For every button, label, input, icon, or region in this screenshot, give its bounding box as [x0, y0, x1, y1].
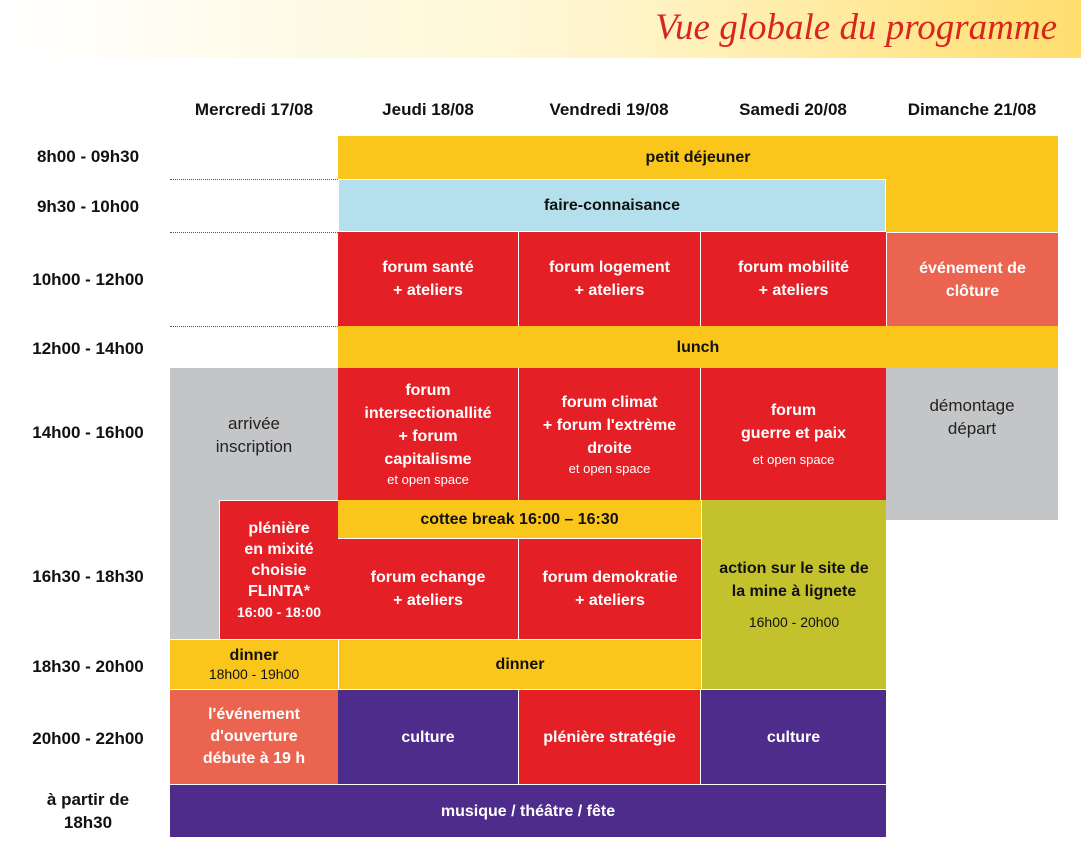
event-forum-sante [338, 232, 519, 326]
event-sublabel: et open space [568, 460, 651, 476]
event-sublabel: et open space [387, 472, 469, 487]
event-forum-demokratie [519, 539, 701, 639]
event-label: + forum l'extrème [542, 416, 677, 434]
time-label-0800: 8h00 - 09h30 [36, 147, 140, 166]
event-faire-connaissance [338, 179, 886, 232]
event-lunch [338, 326, 1058, 368]
event-label: plénière stratégie [543, 728, 676, 746]
event-label: petit déjeuner [645, 149, 751, 166]
event-label: FLINTA* [248, 582, 310, 600]
day-header-sunday: Dimanche 21/08 [907, 100, 1037, 119]
event-label: + ateliers [574, 282, 645, 299]
event-label: événement de [919, 259, 1026, 277]
time-label-1630: 16h30 - 18h30 [32, 567, 144, 586]
event-cloture [886, 232, 1058, 326]
event-label: cottee break 16:00 – 16:30 [420, 510, 619, 528]
event-label: faire-connaisance [543, 197, 681, 214]
event-label: forum mobilité [737, 259, 850, 276]
time-label-1830: 18h30 - 20h00 [32, 657, 144, 676]
event-label: l'événement [208, 706, 300, 723]
event-label: forum demokratie [542, 569, 678, 586]
event-label: + ateliers [758, 282, 829, 299]
time-label-1000: 10h00 - 12h00 [32, 270, 144, 289]
event-pleniere-strategie [519, 689, 701, 784]
event-forum-intersectionalite [338, 368, 519, 500]
event-label: lunch [676, 338, 720, 356]
event-label: guerre et paix [741, 425, 846, 442]
event-label: + ateliers [575, 592, 645, 609]
event-label: + ateliers [393, 282, 463, 299]
event-label: plénière [248, 519, 310, 537]
event-label: musique / théâtre / fête [440, 802, 616, 820]
event-demontage [886, 368, 1058, 520]
event-label: départ [947, 419, 997, 438]
event-ouverture [170, 689, 338, 784]
event-label: d'ouverture [210, 728, 298, 745]
event-label: action sur le site de [719, 560, 869, 577]
time-label-0930: 9h30 - 10h00 [36, 197, 140, 216]
event-action-mine [701, 500, 886, 689]
separator [170, 326, 338, 327]
event-time: 16h00 - 20h00 [748, 614, 840, 630]
header-banner [0, 0, 1081, 58]
event-forum-climat [519, 368, 701, 500]
time-label-1200: 12h00 - 14h00 [32, 339, 144, 358]
day-header-friday: Vendredi 19/08 [549, 100, 669, 119]
event-forum-logement [519, 232, 701, 326]
event-label: dinner [495, 656, 545, 673]
event-time: 18h00 - 19h00 [208, 665, 300, 682]
event-label: forum santé [382, 259, 474, 276]
event-dinner [338, 640, 701, 689]
event-label: intersectionallité [364, 405, 492, 422]
event-label: forum [405, 382, 451, 399]
event-label: + forum [398, 428, 458, 445]
separator [170, 179, 338, 180]
event-label: forum [770, 402, 817, 419]
event-label: capitalisme [384, 451, 472, 468]
page-title: Vue globale du programme [655, 7, 1057, 48]
event-label: culture [401, 728, 455, 746]
event-sublabel: et open space [752, 452, 835, 467]
event-label: clôture [945, 282, 1000, 300]
event-label: forum climat [561, 393, 658, 411]
event-time: 16:00 - 18:00 [236, 603, 322, 620]
event-label: droite [587, 439, 632, 457]
event-label: forum echange [370, 569, 486, 586]
event-label: démontage [929, 396, 1015, 415]
day-header-saturday: Samedi 20/08 [739, 100, 847, 119]
event-petit-dejeuner [338, 136, 1058, 179]
event-coffee-break [338, 500, 701, 539]
event-label: la mine à lignete [731, 583, 857, 600]
event-dinner-wednesday [170, 640, 338, 689]
event-musique-theatre-fete [170, 785, 886, 837]
event-label: dinner [229, 646, 279, 664]
event-label: arrivée [228, 414, 280, 433]
time-label-from-hour: 18h30 [63, 813, 113, 832]
event-label: en mixité [244, 540, 314, 558]
event-culture-thursday [338, 689, 519, 784]
event-forum-echange [338, 539, 519, 639]
event-culture-saturday [701, 689, 886, 784]
event-label: forum logement [549, 259, 670, 276]
event-forum-guerre-paix [701, 368, 886, 500]
event-label: inscription [215, 437, 293, 456]
event-pleniere-mixite [219, 500, 338, 639]
time-label-from: à partir de [46, 790, 130, 809]
event-label: choisie [251, 561, 307, 579]
event-label: culture [766, 728, 821, 746]
event-label: débute à 19 h [202, 750, 306, 767]
event-petit-dejeuner-sunday [886, 179, 1058, 232]
day-header-thursday: Jeudi 18/08 [382, 100, 474, 119]
event-label: + ateliers [393, 592, 463, 609]
day-header-wednesday: Mercredi 17/08 [194, 100, 314, 119]
event-forum-mobilite [701, 232, 886, 326]
separator [170, 232, 338, 233]
time-label-2000: 20h00 - 22h00 [32, 729, 144, 748]
time-label-1400: 14h00 - 16h00 [32, 423, 144, 442]
